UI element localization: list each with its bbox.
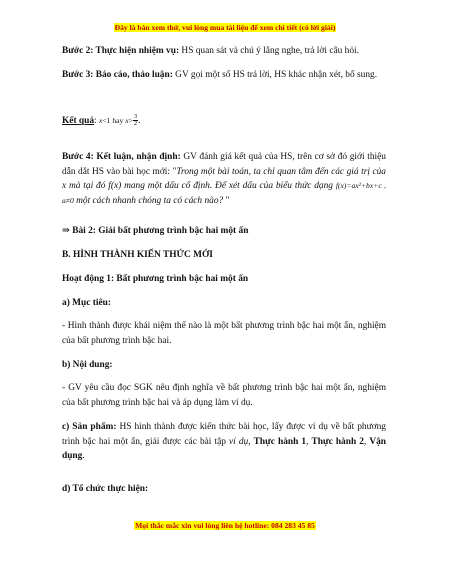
preview-banner: Đây là bản xem thử, vui lòng mua tài liệu để xem chi tiết (có lời giải) xyxy=(114,23,336,32)
objective-heading: a) Mục tiêu: xyxy=(62,298,111,308)
product-paragraph: c) Sản phẩm: HS hình thành được kiến thức bài học, lấy được ví dụ về bất phương trình bậc hai một ẩn, giải được các bài tập ví dụ, Thực hành 1, Thực hành 2, Vận dụng. xyxy=(62,422,387,462)
content-text: - GV yêu cầu đọc SGK nêu định nghĩa về bất phương trình bậc hai một ẩn, nghiệm của bất phương trình bậc hai và áp dụng làm ví dụ. xyxy=(62,383,386,408)
step4-label: Bước 4: Kết luận, nhận định: xyxy=(62,152,181,162)
step2-paragraph xyxy=(62,44,386,59)
objective-text: - Hình thành được khái niệm thế nào là một bất phương trình bậc hai một ẩn, nghiệm của bất phương trình bậc hai. xyxy=(62,321,386,346)
result-paragraph: Kết quả: x<1 hay x> $\frac{3}{2}$ . xyxy=(62,113,141,128)
step2-text: HS quan sát và chú ý lắng nghe, trả lời câu hỏi. xyxy=(179,46,359,56)
section-heading: B. HÌNH THÀNH KIẾN THỨC MỚI xyxy=(62,250,213,260)
formula: f(x)=ax²+bx+c , a≠0 xyxy=(62,181,386,205)
step2-label: Bước 2: Thực hiện nhiệm vụ: xyxy=(62,46,180,56)
content-heading: b) Nội dung: xyxy=(62,360,113,370)
step3-text: GV gọi một số HS trả lời, HS khác nhận xét, bổ sung. xyxy=(172,70,378,80)
hotline-banner: Mọi thắc mắc xin vui lòng liên hệ hotline: 084 283 45 85 xyxy=(135,521,315,530)
step4-paragraph: Bước 4: Kết luận, nhận định: GV đánh giá kết quả của HS, trên cơ sở đó giới thiệu dẫn dắt HS vào bài học mới: "Trong một bài toán, ta chỉ quan tâm đến các giá trị của x mà tại đó f(x) mang một dấu cố định. Để xét dấu của biểu thức dạng f(x)=ax²+bx+c , a≠0 một cách nhanh chóng ta có cách nào? " xyxy=(62,152,386,206)
result-label: Kết quả xyxy=(62,116,95,126)
activity-heading: Hoạt động 1: Bất phương trình bậc hai một ẩn xyxy=(62,274,249,284)
organization-heading: d) Tổ chức thực hiện: xyxy=(62,484,149,494)
step3-paragraph xyxy=(62,68,386,83)
lesson-link: ⇒ Bài 2: Giải bất phương trình bậc hai một ẩn xyxy=(62,226,249,236)
fraction: $\frac{3}{2}$ xyxy=(133,113,138,128)
step3-label: Bước 3: Báo cáo, thảo luận: xyxy=(62,70,173,80)
